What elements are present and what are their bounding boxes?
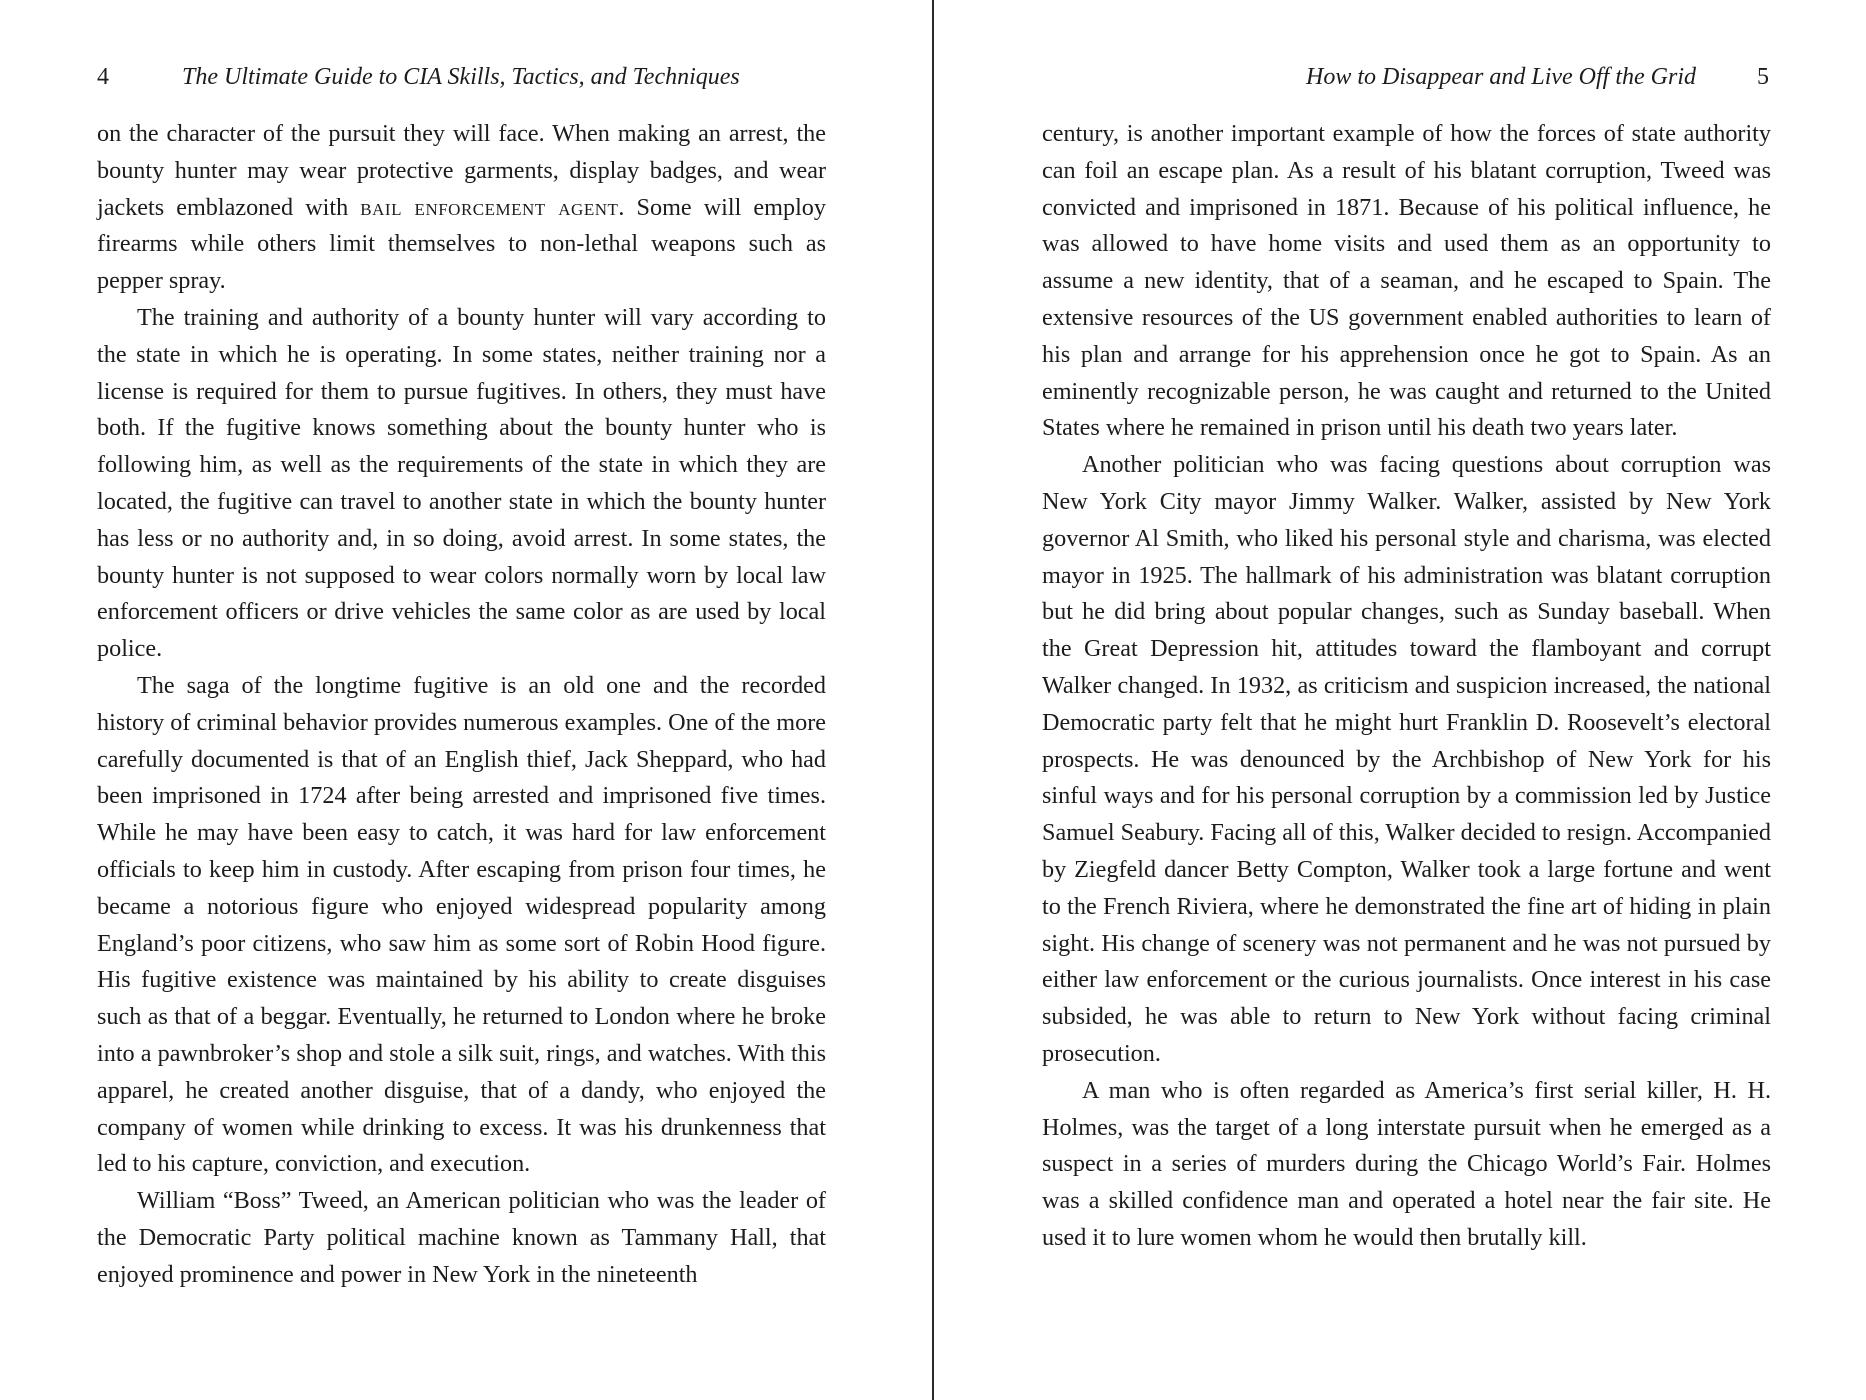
paragraph [97, 116, 826, 300]
text-run: on the character of the pursuit they will face. When making an arrest, the bounty hunter may wear protective garments, display badges, and wear jackets emblazoned with [97, 120, 826, 221]
paragraph: A man who is often regarded as America’s first serial killer, H. H. Holmes, was the target of a long interstate pursuit when he emerged as a suspect in a series of murders during the Chicago World’s Fair. Holmes was a skilled confidence man and operated a hotel near the fair site. He used it to lure women whom he would then brutally kill. [1042, 1076, 1771, 1251]
paragraph: Another politician who was facing questions about corruption was New York City mayor Jimmy Walker. Walker, assisted by New York governor Al Smith, who liked his personal style and charisma, was elected mayor in 1925. The hallmark of his administration was blatant corruption but he did bring about popular changes, such as Sunday baseball. When the Great Depression hit, attitudes toward the flamboyant and corrupt Walker changed. In 1932, as criticism and suspicion increased, the national Democratic party felt that he might hurt Franklin D. Roosevelt’s electoral prospects. He was denounced by the Archbishop of New York for his sinful ways and for his personal corruption by a commission led by Justice Samuel Seabury. Facing all of this, Walker decided to resign. Accompanied by Ziegfeld dancer Betty Compton, Walker took a large fortune and went to the French Riviera, where he demonstrated the fine art of hiding in plain sight. His change of scenery was not permanent and he was not pursued by either law enforcement or the curious journalists. Once interest in his case subsided, he was able to return to New York without facing criminal prosecution. [1042, 451, 1771, 1067]
left-page [0, 0, 932, 1400]
running-head: How to Disappear and Live Off the Grid [1306, 64, 1696, 90]
right-page [934, 0, 1866, 1400]
paragraph: century, is another important example of how the forces of state authority can foil an escape plan. As a result of his blatant corruption, Tweed was convicted and imprisoned in 1871. Because of his political influence, he was allowed to have home visits and used them as an opportunity to assume a new identity, that of a seaman, and he escaped to Spain. The extensive resources of the US government enabled authorities to learn of his plan and arrange for his apprehension once he got to Spain. As an eminently recognizable person, he was caught and returned to the United States where he remained in prison until his death two years later. [1042, 120, 1771, 442]
paragraph: The training and authority of a bounty hunter will vary according to the state in which he is operating. In some states, neither training nor a license is required for them to pursue fugitives. In others, they must have both. If the fugitive knows something about the bounty hunter who is following him, as well as the requirements of the state in which they are located, the fugitive can travel to another state in which the bounty hunter has less or no authority and, in so doing, avoid arrest. In some states, the bounty hunter is not supposed to wear colors normally worn by local law enforcement officers or drive vehicles the same color as are used by local police. [97, 303, 826, 663]
small-caps-text: bail enforcement agent [360, 193, 619, 221]
body-text [1042, 116, 1771, 1257]
paragraph: The saga of the longtime fugitive is an old one and the recorded history of criminal behavior provides numerous examples. One of the more carefully documented is that of an English thief, Jack Sheppard, who had been imprisoned in 1724 after being arrested and imprisoned five times. While he may have been easy to catch, it was hard for law enforcement officials to keep him in custody. After escaping from prison four times, he became a notorious figure who enjoyed widespread popularity among England’s poor citizens, who saw him as some sort of Robin Hood figure. His fugitive existence was maintained by his ability to create disguises such as that of a beggar. Eventually, he returned to London where he broke into a pawnbroker’s shop and stole a silk suit, rings, and watches. With this apparel, he created another disguise, that of a dandy, who enjoyed the company of women while drinking to excess. It was his drunkenness that led to his capture, conviction, and execution. [97, 671, 826, 1178]
body-text [97, 116, 826, 1294]
text-run: . Some will employ firearms while others limit themselves to non-lethal weapons such as pepper spray. [97, 193, 826, 295]
running-head: The Ultimate Guide to CIA Skills, Tactics, and Techniques [182, 64, 740, 90]
paragraph: William “Boss” Tweed, an American politician who was the leader of the Democratic Party political machine known as Tammany Hall, that enjoyed prominence and power in New York in the nineteenth [97, 1187, 826, 1288]
page-number: 4 [97, 64, 109, 90]
page-number: 5 [1757, 64, 1769, 90]
